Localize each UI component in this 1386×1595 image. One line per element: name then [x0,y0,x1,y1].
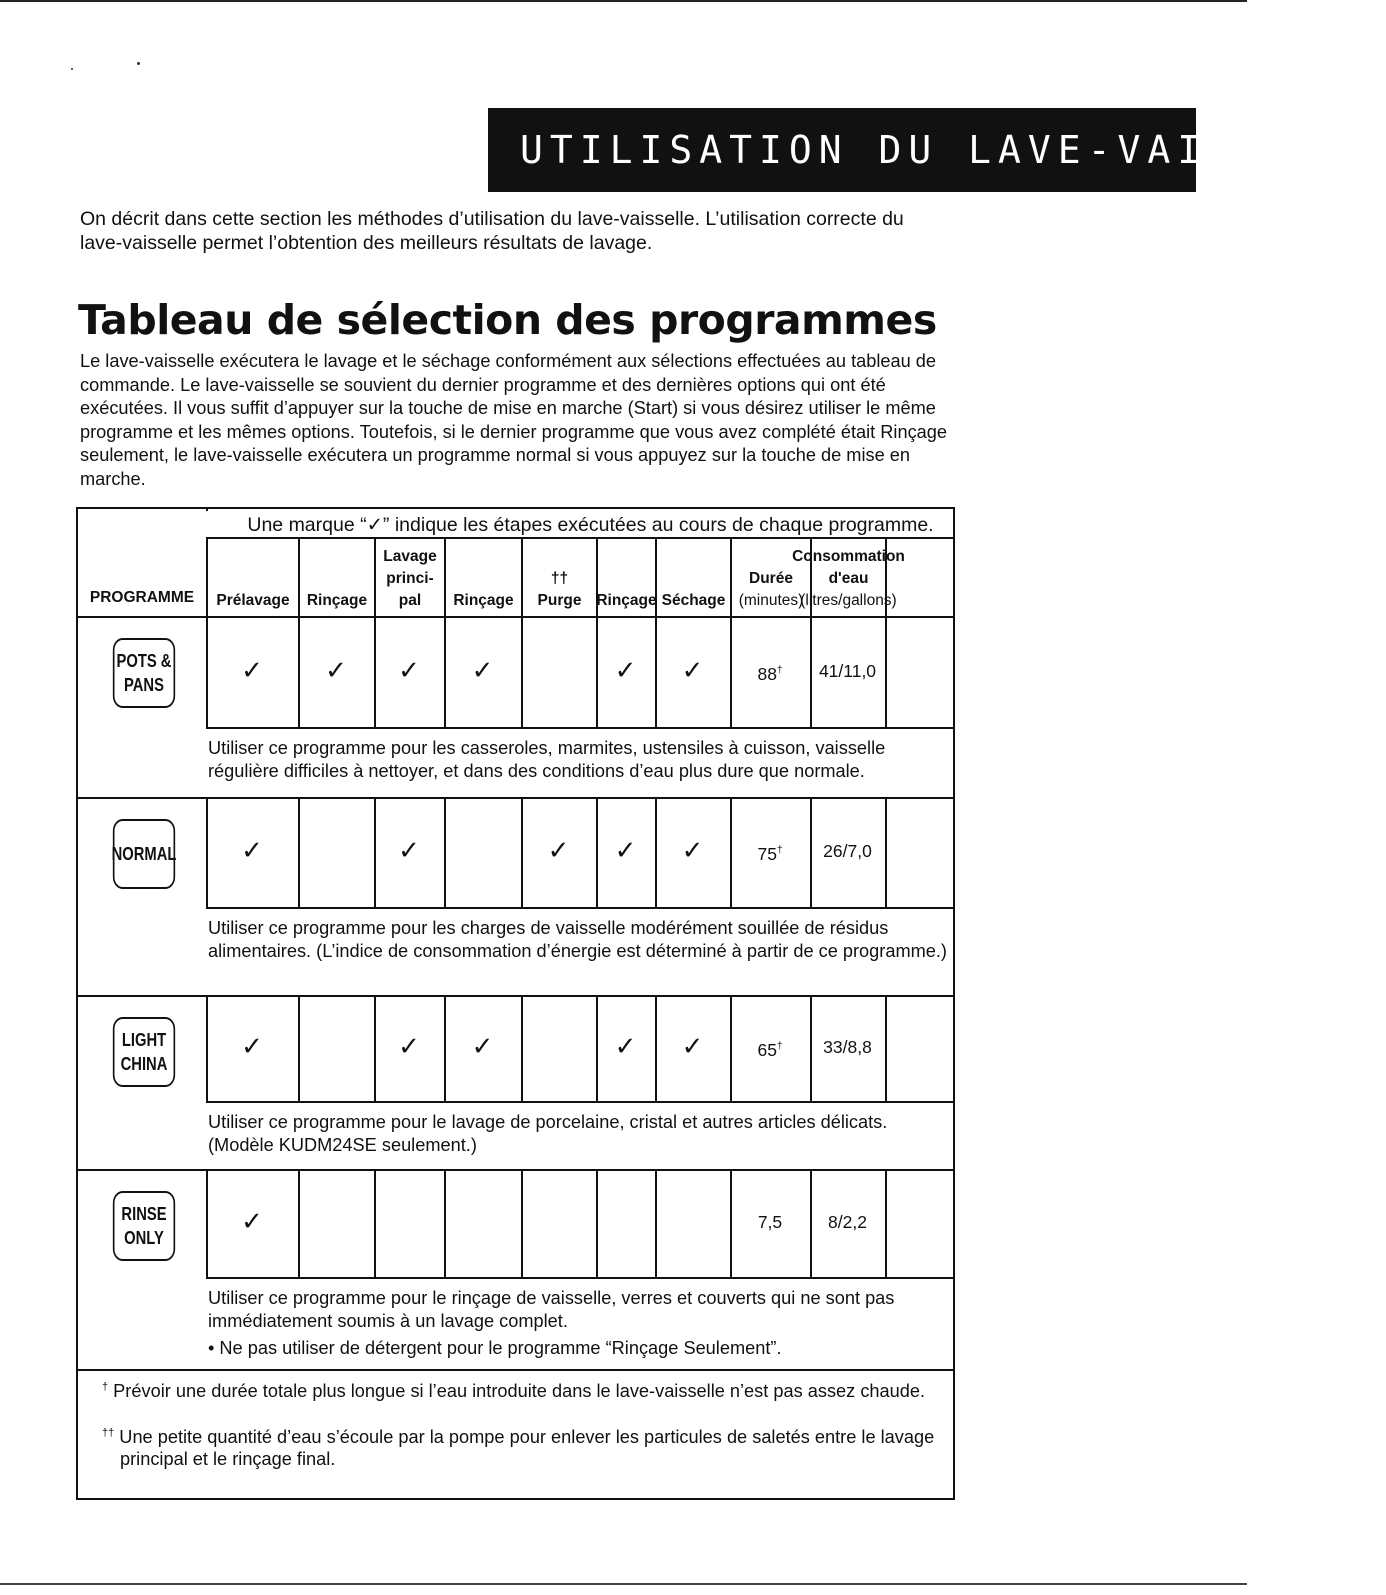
footnote [102,1377,970,1403]
table-rule [78,797,953,799]
program-button-label [113,638,175,708]
check-mark: ✓ [241,1031,263,1061]
col-header-purge [523,544,596,618]
table-rule [885,616,887,727]
col-header-lavage-principal [376,544,444,618]
table-rule [596,1169,598,1277]
footnote-mark: † [102,1381,109,1393]
footnote-text: Prévoir une durée totale plus longue si l’eau introduite dans le lave-vaisselle n’est pas assez chaude. [108,1381,926,1402]
col-header-line: (litres/gallons) [800,592,897,609]
banner-title: UTILISATION DU LAVE-VAISSELLE [520,128,1386,172]
duration-value [730,1211,810,1233]
table-rule [521,1169,523,1277]
table-rule [298,1169,300,1277]
dagger-mark: † [776,664,783,676]
page-top-border [0,0,1247,2]
scan-speck [137,62,140,65]
program-button-text: PANS [124,675,164,695]
program-note: Utiliser ce programme pour le lavage de porcelaine, cristal et autres articles délicats. (Modèle KUDM24SE seulement.) [208,1112,888,1155]
col-header-rincage [300,544,374,618]
table-rule [655,1169,657,1277]
check-mark: ✓ [614,654,637,685]
dagger-mark: † [776,845,783,856]
water-value: 8/2,2 [828,1212,867,1232]
program-button-text: POTS & [116,651,172,671]
table-rule [206,537,953,539]
table-rule [78,616,953,618]
water-value: 33/8,8 [823,1037,872,1057]
check-mark: ✓ [241,654,263,685]
check-mark: ✓ [547,835,570,865]
footnote [102,1423,970,1470]
program-button-text: RINSE [121,1204,167,1224]
col-header-line: Rinçage [596,592,657,609]
program-column-header: PROGRAMME [89,589,195,606]
table-rule [885,797,887,907]
program-note-bullet: • Ne pas utiliser de détergent pour le programme “Rinçage Seulement”. [208,1338,782,1358]
duration-number: 65 [757,1039,777,1060]
table-rule [298,995,300,1101]
program-button-label [113,1017,175,1087]
check-mark: ✓ [241,835,263,865]
col-header-rincage [446,544,521,618]
program-button-text: CHINA [120,1054,168,1074]
table-rule [521,995,523,1101]
program-button-label [113,1191,175,1261]
check-mark: ✓ [614,1031,637,1061]
col-header-line: Purge [537,592,582,609]
table-rule [298,797,300,907]
table-rule [521,616,523,727]
check-mark: ✓ [398,835,420,865]
col-header-prelavage [208,544,298,618]
col-header-sechage [657,544,730,618]
duration-number: 7,5 [757,1212,783,1232]
col-header-line: Prélavage [216,592,290,609]
table-rule [206,1277,953,1279]
footnote-text: Une petite quantité d’eau s’écoule par la pompe pour enlever les particules de saletés entre le lavage principal et le rinçage final. [114,1427,935,1469]
duration-number: 75 [757,843,777,864]
check-mark: ✓ [681,654,704,685]
col-header-line: Consommation [792,548,905,565]
col-header-line: †† [550,570,569,587]
check-mark: ✓ [681,1031,704,1061]
dagger-mark: † [776,1041,783,1052]
table-rule [206,509,208,511]
table-rule [78,995,953,997]
col-header-line: Rinçage [453,592,514,609]
col-header-line: (minutes) [738,592,804,609]
table-rule [444,1169,446,1277]
col-header-line: Durée [749,570,793,587]
duration-number: 88 [757,663,777,684]
program-button-label [113,819,175,889]
col-header-line: princi- [386,570,434,587]
section-description: Le lave-vaisselle exécutera le lavage et le séchage conformément aux sélections effectuées au tableau de commande. Le lave-vaisselle se souvient du dernier programme et des dernières options qui ont été exécutées. Il vous suffit d’appuyer sur la touche de mise en marche (Start) si vous désirez utiliser le même programme et les mêmes options. Toutefois, si le dernier programme que vous avez complété était Rinçage seulement, le lave-vaisselle exécutera un programme normal si vous appuyez sur la touche de mise en marche. [80,351,948,489]
table-rule [206,1101,953,1103]
table-rule [78,1169,953,1171]
col-header-consommation [792,544,905,618]
check-mark: ✓ [398,654,420,685]
table-rule [444,797,446,907]
program-note: Utiliser ce programme pour les charges de vaisselle modérément souillée de résidus alimentaires. (L’indice de consommation d’énergie est déterminé à partir de ce programme.) [208,918,947,961]
page-bottom-border [0,1583,1247,1585]
duration-value [730,660,810,685]
program-selection-table [76,507,955,1500]
check-mark: ✓ [398,1031,420,1061]
col-header-line: Lavage [383,548,437,565]
table-rule [206,907,953,909]
table-legend: Une marque “✓” indique les étapes exécutées au cours de chaque programme. [247,514,934,536]
table-rule [885,995,887,1101]
table-rule [206,727,953,729]
section-banner [488,108,1386,192]
table-rule [374,1169,376,1277]
program-button-text: LIGHT [121,1030,167,1050]
duration-value [730,1036,810,1061]
table-rule [78,1369,953,1371]
col-header-line: pal [398,592,422,609]
col-header-line: d'eau [828,570,869,587]
scan-speck [71,68,73,70]
program-note: Utiliser ce programme pour les casseroles, marmites, ustensiles à cuisson, vaisselle régulière difficiles à nettoyer, et dans des conditions d’eau plus dure que normale. [208,738,886,781]
duration-value [730,840,810,865]
col-header-line: Rinçage [306,592,368,609]
table-rule [885,1169,887,1277]
footnote-mark: †† [102,1427,115,1439]
program-button-text: ONLY [124,1228,164,1248]
check-mark: ✓ [614,835,637,865]
water-value: 26/7,0 [823,841,872,861]
col-header-line: Séchage [661,592,726,609]
section-title: Tableau de sélection des programmes [78,296,937,344]
program-note: Utiliser ce programme pour le rinçage de vaisselle, verres et couverts qui ne sont pas immédiatement soumis à un lavage complet. [208,1288,895,1331]
water-value: 41/11,0 [818,660,877,681]
program-button-text: NORMAL [111,844,177,864]
check-mark: ✓ [325,654,347,685]
check-mark: ✓ [471,1031,494,1061]
intro-paragraph: On décrit dans cette section les méthodes d’utilisation du lave-vaisselle. L’utilisation correcte du lave-vaisselle permet l’obtention des meilleurs résultats de lavage. [80,208,904,254]
check-mark: ✓ [241,1206,263,1236]
col-header-rincage [598,544,655,618]
check-mark: ✓ [681,835,704,865]
check-mark: ✓ [471,654,494,685]
